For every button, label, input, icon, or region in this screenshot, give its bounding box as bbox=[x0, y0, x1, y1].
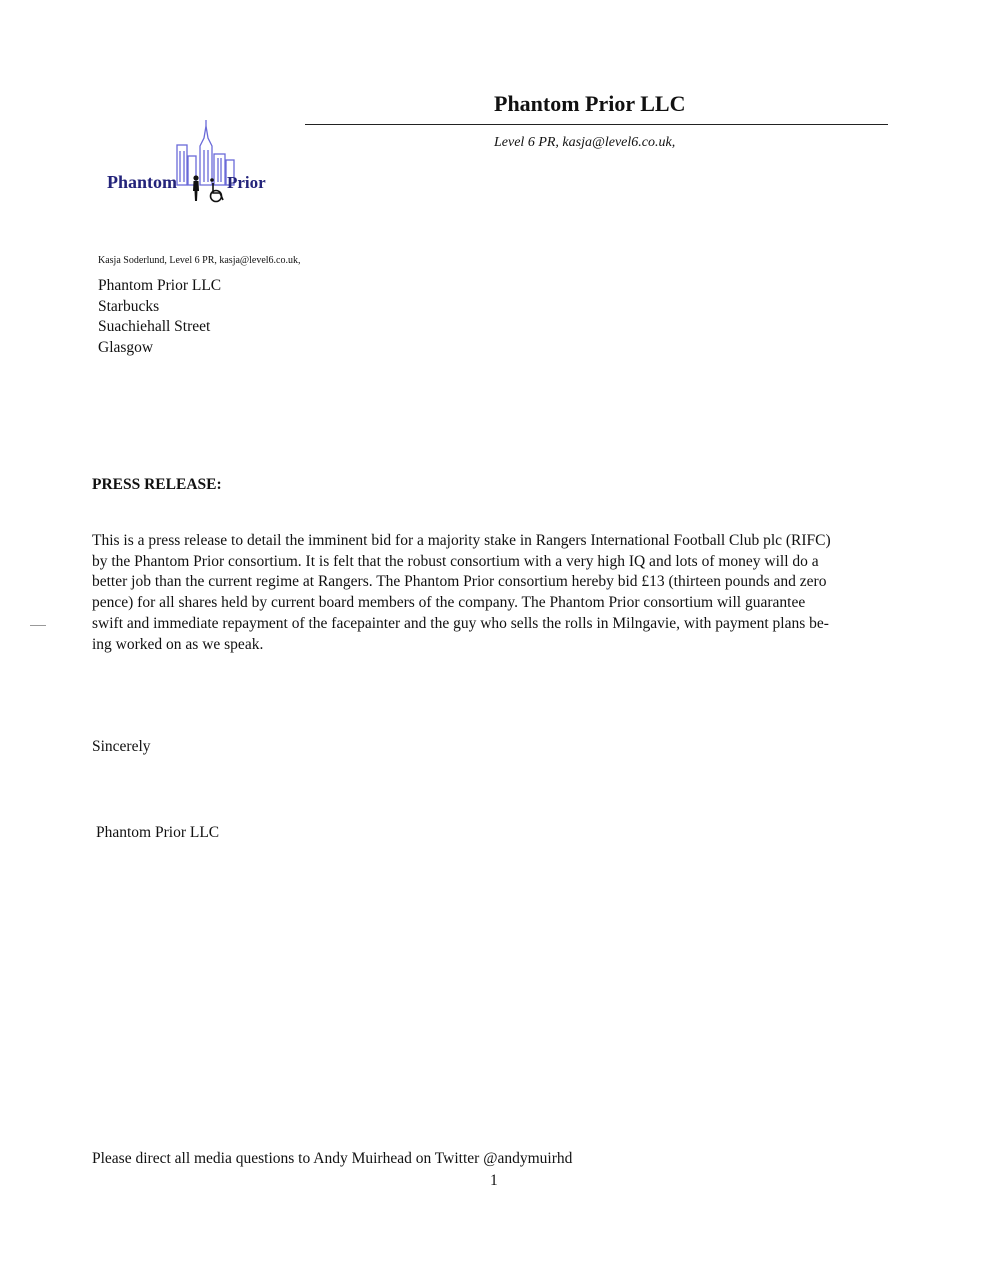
body-line: better job than the current regime at Rangers. The Phantom Prior consortium hereby bid £13 (thirteen pounds and zero bbox=[92, 573, 827, 591]
footer-media-note: Please direct all media questions to Andy Muirhead on Twitter @andymuirhd bbox=[92, 1150, 573, 1167]
press-release-body bbox=[92, 531, 892, 655]
recipient-line: Starbucks bbox=[98, 297, 160, 315]
body-line: by the Phantom Prior consortium. It is felt that the robust consortium with a very high IQ and lots of money will do a bbox=[92, 552, 819, 570]
logo-text-right: Prior bbox=[227, 173, 266, 192]
press-release-heading: PRESS RELEASE: bbox=[92, 476, 222, 493]
body-line: This is a press release to detail the imminent bid for a majority stake in Rangers International Football Club plc (RIFC) bbox=[92, 532, 831, 549]
page-number: 1 bbox=[490, 1172, 498, 1189]
recipient-line: Phantom Prior LLC bbox=[98, 277, 222, 294]
recipient-line: Glasgow bbox=[98, 339, 154, 357]
company-title: Phantom Prior LLC bbox=[494, 91, 686, 116]
body-line: swift and immediate repayment of the facepainter and the guy who sells the rolls in Milngavie, with payment plans be- bbox=[92, 614, 829, 632]
header-contact-line: Level 6 PR, kasja@level6.co.uk, bbox=[494, 135, 676, 150]
logo-text-left: Phantom bbox=[107, 172, 178, 192]
header-divider bbox=[305, 124, 888, 125]
fold-mark bbox=[30, 625, 46, 626]
letter-closing: Sincerely bbox=[92, 738, 151, 755]
recipient-line: Suachiehall Street bbox=[98, 318, 211, 336]
body-line: pence) for all shares held by current board members of the company. The Phantom Prior consortium will guarantee bbox=[92, 594, 806, 612]
sender-address-line: Kasja Soderlund, Level 6 PR, kasja@level6.co.uk, bbox=[98, 255, 301, 266]
letter-signature: Phantom Prior LLC bbox=[96, 824, 220, 841]
recipient-address bbox=[98, 276, 221, 359]
company-logo bbox=[100, 118, 290, 208]
body-line: ing worked on as we speak. bbox=[92, 635, 264, 653]
